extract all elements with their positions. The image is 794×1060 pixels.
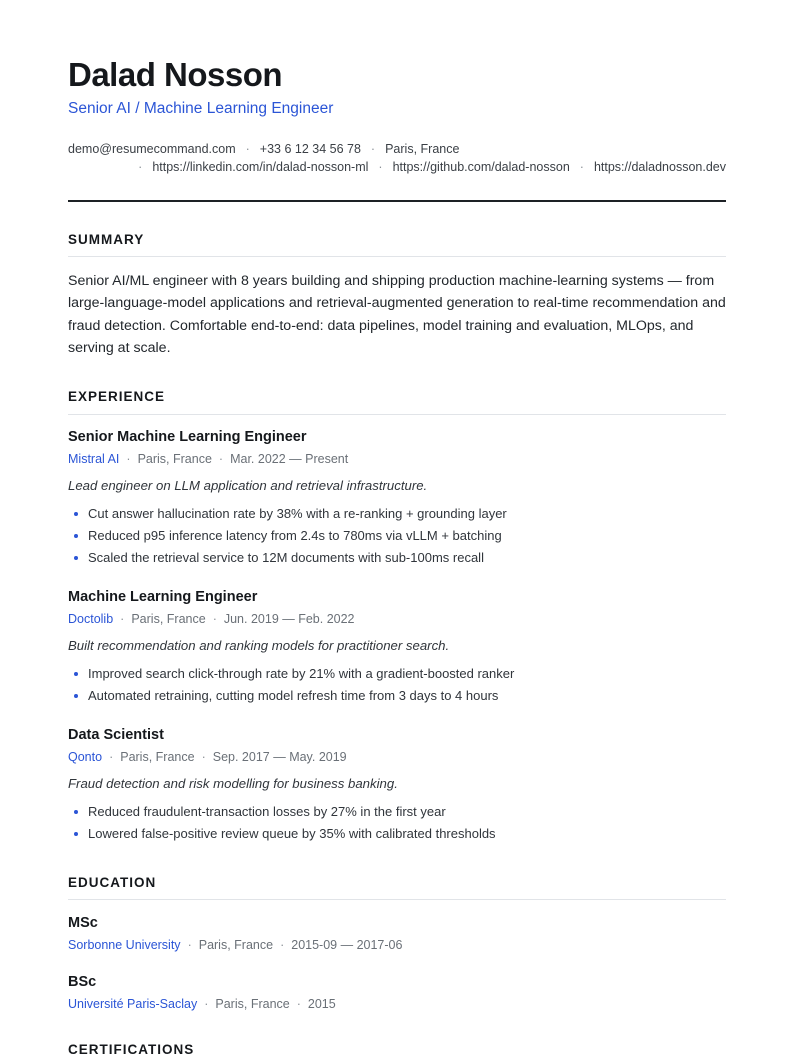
school-link[interactable]: Université Paris-Saclay bbox=[68, 997, 198, 1011]
education-dates: 2015 bbox=[307, 997, 336, 1011]
section-divider bbox=[68, 899, 726, 900]
contact-line-primary bbox=[68, 142, 459, 156]
list-item: Reduced fraudulent-transaction losses by 27% in the first year bbox=[68, 801, 726, 823]
section-divider bbox=[68, 256, 726, 257]
job-title: Machine Learning Engineer bbox=[68, 589, 258, 605]
separator: · bbox=[187, 938, 192, 952]
phone-number[interactable]: +33 6 12 34 56 78 bbox=[259, 142, 361, 156]
job-meta bbox=[68, 608, 726, 630]
job-bullets bbox=[68, 801, 726, 845]
job-dates: Jun. 2019 — Feb. 2022 bbox=[223, 612, 355, 626]
degree-title: MSc bbox=[68, 915, 98, 931]
separator: · bbox=[109, 750, 114, 764]
separator: · bbox=[120, 612, 125, 626]
company-link[interactable]: Mistral AI bbox=[68, 452, 120, 466]
separator: · bbox=[201, 750, 206, 764]
job-meta bbox=[68, 746, 726, 768]
github-link[interactable]: https://github.com/dalad-nosson bbox=[392, 160, 570, 174]
education-entry bbox=[68, 912, 726, 956]
separator: · bbox=[378, 160, 383, 174]
job-title: Data Scientist bbox=[68, 727, 164, 743]
experience-heading: EXPERIENCE bbox=[68, 389, 166, 404]
job-dates: Mar. 2022 — Present bbox=[230, 452, 349, 466]
separator: · bbox=[370, 142, 376, 156]
separator: · bbox=[212, 612, 217, 626]
separator: · bbox=[126, 452, 131, 466]
job-entry bbox=[68, 724, 726, 845]
contact-line-links bbox=[128, 160, 726, 174]
job-description: Fraud detection and risk modelling for business banking. bbox=[68, 776, 398, 791]
website-link[interactable]: https://daladnosson.dev bbox=[593, 160, 726, 174]
list-item: Reduced p95 inference latency from 2.4s to 780ms via vLLM + batching bbox=[68, 525, 726, 547]
job-bullets bbox=[68, 663, 726, 707]
summary-text: Senior AI/ML engineer with 8 years building and shipping production machine-learning systems — from large-language-model applications and retrieval-augmented generation to real-time recommendation and fraud detection. Comfortable end-to-end: data pipelines, model training and evaluation, MLOps, and serving at scale. bbox=[68, 273, 726, 356]
job-description: Built recommendation and ranking models for practitioner search. bbox=[68, 638, 450, 653]
separator: · bbox=[218, 452, 224, 466]
job-description: Lead engineer on LLM application and retrieval infrastructure. bbox=[68, 478, 428, 493]
separator: · bbox=[579, 160, 584, 174]
list-item: Scaled the retrieval service to 12M documents with sub-100ms recall bbox=[68, 547, 726, 569]
degree-title: BSc bbox=[68, 974, 97, 990]
candidate-name: Dalad Nosson bbox=[68, 56, 283, 93]
summary-heading: SUMMARY bbox=[68, 232, 145, 247]
job-title: Senior Machine Learning Engineer bbox=[68, 429, 307, 445]
job-meta bbox=[68, 448, 726, 470]
job-location: Paris, France bbox=[131, 612, 206, 626]
company-link[interactable]: Doctolib bbox=[68, 612, 114, 626]
education-dates: 2015-09 — 2017-06 bbox=[291, 938, 403, 952]
location-text: Paris, France bbox=[385, 142, 460, 156]
job-location: Paris, France bbox=[120, 750, 195, 764]
company-link[interactable]: Qonto bbox=[68, 750, 103, 764]
job-location: Paris, France bbox=[137, 452, 212, 466]
job-entry bbox=[68, 426, 726, 569]
list-item: Cut answer hallucination rate by 38% with a re-ranking + grounding layer bbox=[68, 503, 726, 525]
list-item: Improved search click-through rate by 21% with a gradient-boosted ranker bbox=[68, 663, 726, 685]
school-link[interactable]: Sorbonne University bbox=[68, 938, 181, 952]
email-link[interactable]: demo@resumecommand.com bbox=[68, 142, 236, 156]
header-divider bbox=[68, 200, 726, 202]
education-meta bbox=[68, 993, 726, 1015]
separator: · bbox=[280, 938, 285, 952]
list-item: Automated retraining, cutting model refresh time from 3 days to 4 hours bbox=[68, 685, 726, 707]
education-heading: EDUCATION bbox=[68, 875, 157, 890]
linkedin-link[interactable]: https://linkedin.com/in/dalad-nosson-ml bbox=[152, 160, 369, 174]
school-location: Paris, France bbox=[215, 997, 290, 1011]
job-bullets bbox=[68, 503, 726, 569]
school-location: Paris, France bbox=[198, 938, 274, 952]
job-dates: Sep. 2017 — May. 2019 bbox=[212, 750, 347, 764]
education-entry bbox=[68, 971, 726, 1015]
certifications-heading: CERTIFICATIONS bbox=[68, 1042, 195, 1057]
separator: · bbox=[296, 997, 301, 1011]
separator: · bbox=[204, 997, 209, 1011]
section-divider bbox=[68, 414, 726, 415]
education-meta bbox=[68, 934, 726, 956]
job-entry bbox=[68, 586, 726, 707]
separator: · bbox=[138, 160, 143, 174]
list-item: Lowered false-positive review queue by 35% with calibrated thresholds bbox=[68, 823, 726, 845]
candidate-role: Senior AI / Machine Learning Engineer bbox=[68, 100, 334, 117]
separator: · bbox=[245, 142, 250, 156]
